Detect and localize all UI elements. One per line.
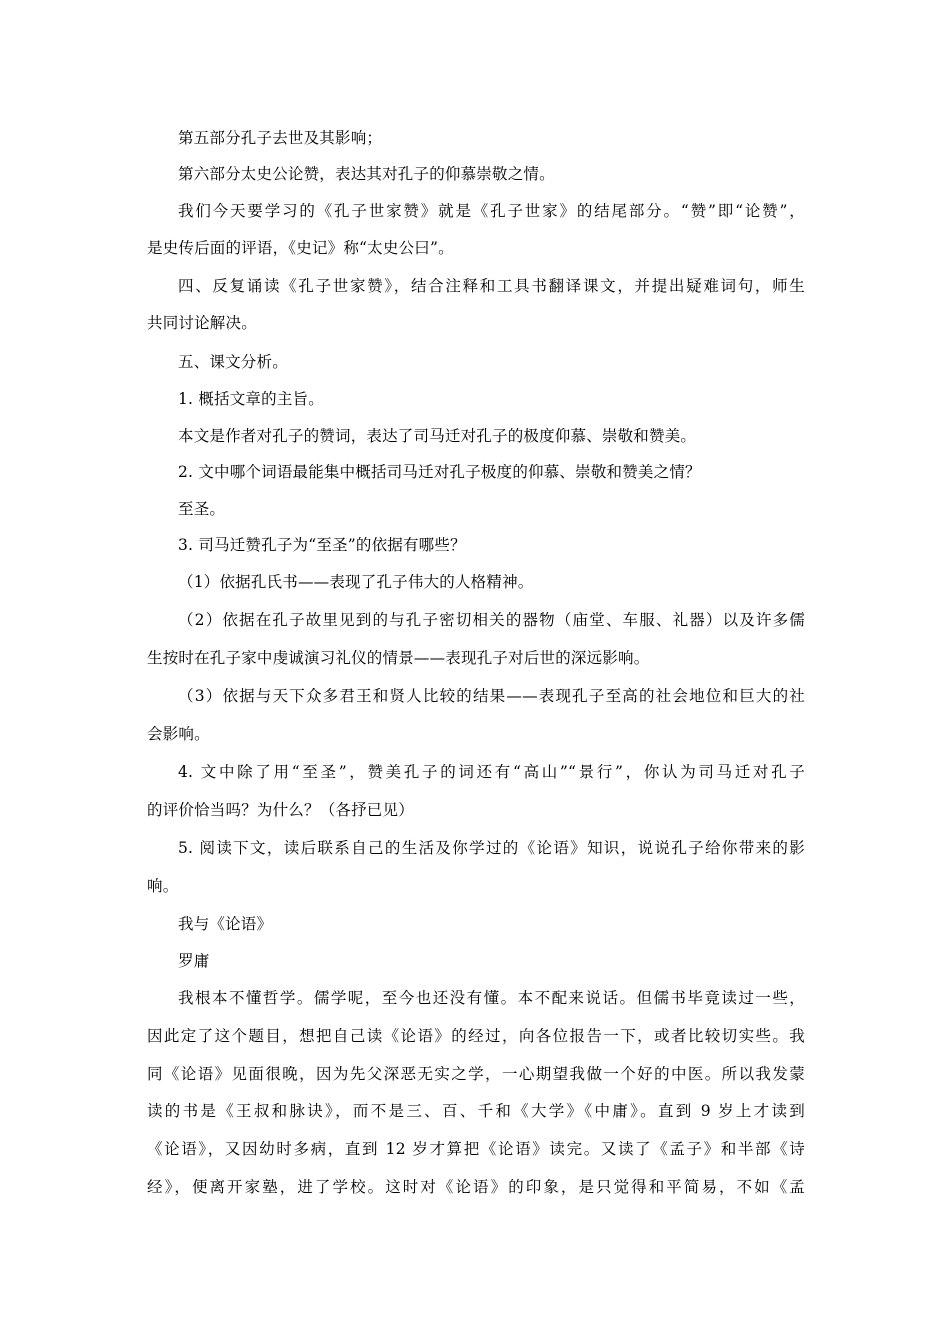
text-line-6: 共同讨论解决。 bbox=[147, 314, 257, 332]
text-line-16: （3）依据与天下众多君王和贤人比较的结果——表现孔子至高的社会地位和巨大的社 bbox=[178, 687, 805, 705]
text-line-20: 5. 阅读下文，读后联系自己的生活及你学过的《论语》知识，说说孔子给你带来的影 bbox=[178, 839, 805, 857]
text-line-18: 4. 文中除了用“至圣”，赞美孔子的词还有“高山”“景行”，你认为司马迁对孔子 bbox=[178, 763, 805, 781]
text-line-28: 《论语》，又因幼时多病，直到 12 岁才算把《论语》读完。又读了《孟子》和半部《诗 bbox=[147, 1140, 805, 1158]
text-line-26: 同《论语》见面很晚，因为先父深恶无实之学，一心期望我做一个好的中医。所以我发蒙 bbox=[147, 1065, 805, 1083]
text-line-7: 五、课文分析。 bbox=[178, 353, 288, 371]
text-line-4: 是史传后面的评语，《史记》称“太史公曰”。 bbox=[147, 239, 454, 257]
text-line-17: 会影响。 bbox=[147, 725, 210, 743]
text-line-8: 1. 概括文章的主旨。 bbox=[178, 390, 324, 408]
text-line-13: （1）依据孔氏书——表现了孔子伟大的人格精神。 bbox=[178, 573, 534, 591]
text-line-1: 第五部分孔子去世及其影响； bbox=[178, 129, 383, 147]
text-line-29: 经》，便离开家塾，进了学校。这时对《论语》的印象，是只觉得和平简易，不如《孟 bbox=[147, 1178, 805, 1196]
text-line-14: （2）依据在孔子故里见到的与孔子密切相关的器物（庙堂、车服、礼器）以及许多儒 bbox=[178, 611, 805, 629]
text-line-25: 因此定了这个题目，想把自己读《论语》的经过，向各位报告一下，或者比较切实些。我 bbox=[147, 1027, 805, 1045]
text-line-11: 至圣。 bbox=[178, 500, 226, 518]
text-line-22: 我与《论语》 bbox=[178, 915, 273, 933]
text-line-3: 我们今天要学习的《孔子世家赞》就是《孔子世家》的结尾部分。“赞”即“论赞”， bbox=[178, 202, 805, 220]
text-line-19: 的评价恰当吗？为什么？（各抒已见） bbox=[147, 801, 414, 819]
text-line-2: 第六部分太史公论赞，表达其对孔子的仰慕崇敬之情。 bbox=[178, 165, 555, 183]
text-line-21: 响。 bbox=[147, 877, 179, 895]
text-line-27: 读的书是《王叔和脉诀》，而不是三、百、千和《大学》《中庸》。直到 9 岁上才读到 bbox=[147, 1102, 805, 1120]
text-line-5: 四、反复诵读《孔子世家赞》，结合注释和工具书翻译课文，并提出疑难词句，师生 bbox=[178, 277, 805, 295]
text-line-24: 我根本不懂哲学。儒学呢，至今也还没有懂。本不配来说话。但儒书毕竟读过一些， bbox=[178, 989, 805, 1007]
text-line-23: 罗庸 bbox=[178, 952, 210, 970]
text-line-15: 生按时在孔子家中虔诚演习礼仪的情景——表现孔子对后世的深远影响。 bbox=[147, 649, 650, 667]
text-line-12: 3. 司马迁赞孔子为“至圣”的依据有哪些？ bbox=[178, 536, 466, 554]
text-line-9: 本文是作者对孔子的赞词，表达了司马迁对孔子的极度仰慕、崇敬和赞美。 bbox=[178, 427, 697, 445]
text-line-10: 2. 文中哪个词语最能集中概括司马迁对孔子极度的仰慕、崇敬和赞美之情？ bbox=[178, 463, 701, 481]
